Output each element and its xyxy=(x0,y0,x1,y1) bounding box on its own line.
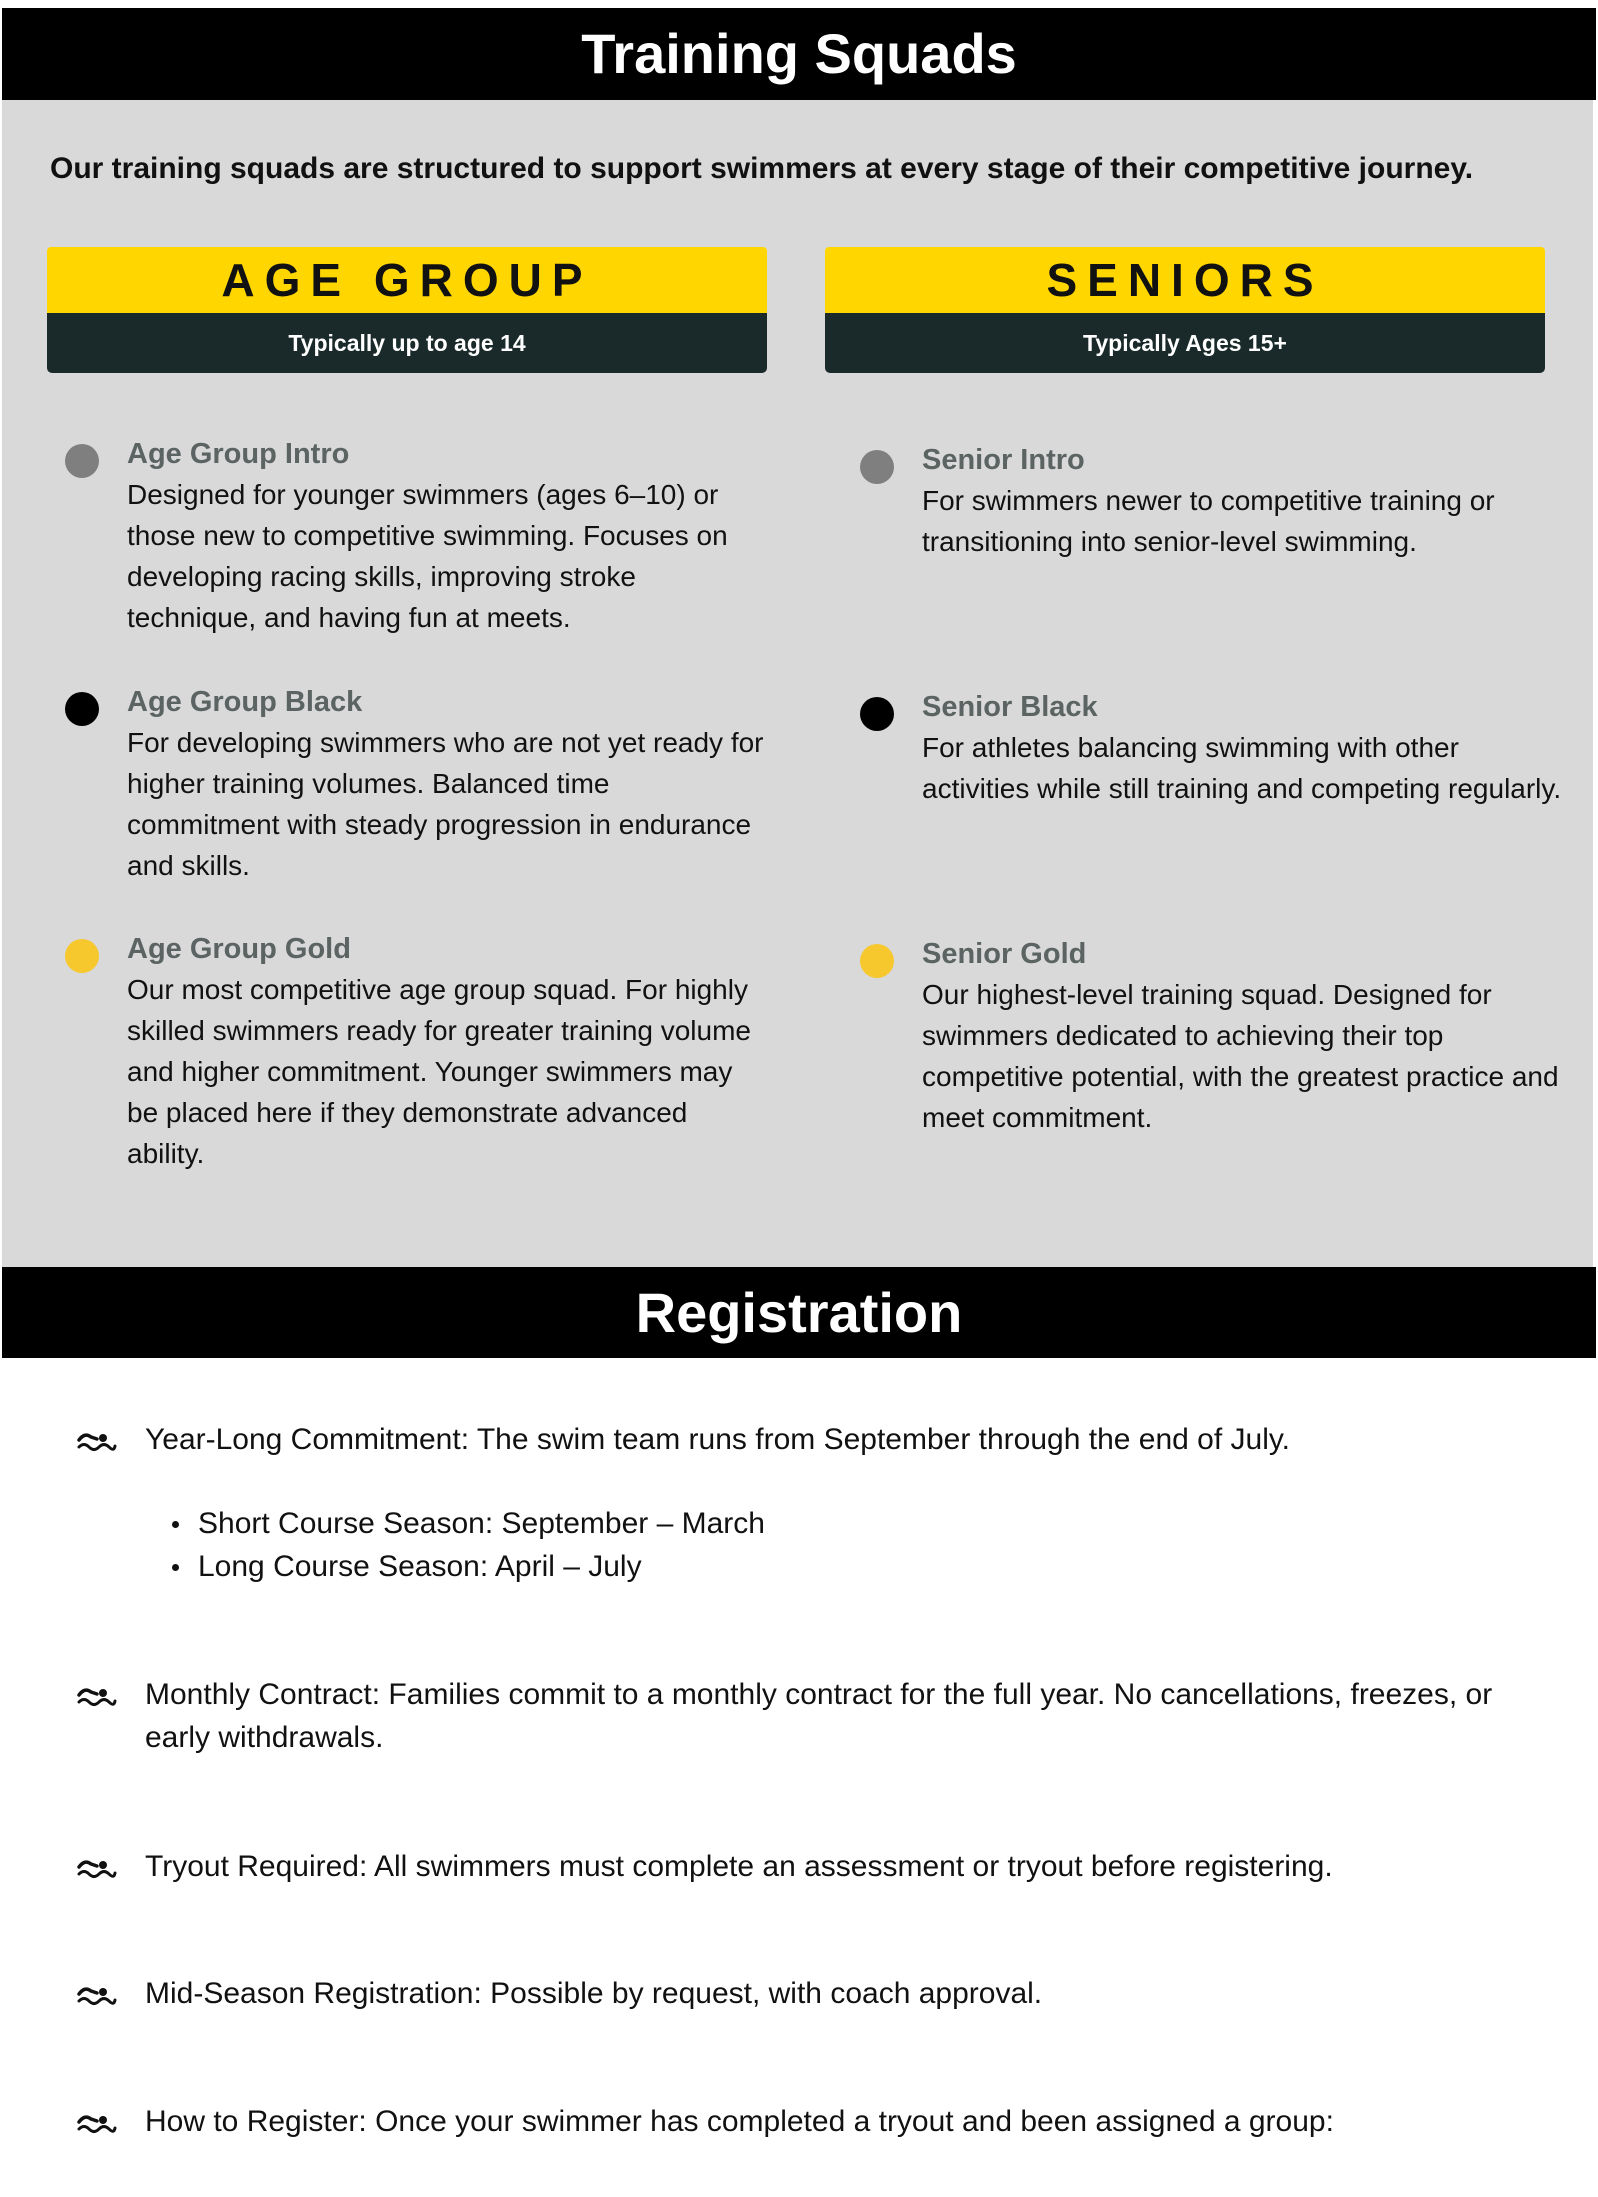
squad-age-group-intro xyxy=(127,434,767,638)
squad-dot-icon xyxy=(65,444,99,478)
squad-name: Age Group Intro xyxy=(127,438,350,470)
registration-item: Tryout Required: All swimmers must complete an assessment or tryout before registering. xyxy=(145,1850,1333,1883)
squad-description: For developing swimmers who are not yet ready for higher training volumes. Balanced time commitment with steady progression in endurance and skills. xyxy=(127,727,764,881)
registration-item: Monthly Contract: Families commit to a monthly contract for the full year. No cancellations, freezes, or early withdrawals. xyxy=(145,1678,1493,1754)
squad-dot-icon xyxy=(860,697,894,731)
squad-description: For swimmers newer to competitive training or transitioning into senior-level swimming. xyxy=(922,485,1495,557)
swimmer-icon xyxy=(77,1683,117,1707)
squad-name: Senior Gold xyxy=(922,938,1087,970)
squad-name: Senior Black xyxy=(922,691,1098,723)
season-list xyxy=(172,1502,765,1588)
swimmer-icon xyxy=(77,1428,117,1452)
age-group-subheading: Typically up to age 14 xyxy=(47,313,767,373)
squad-age-group-gold xyxy=(127,929,767,1174)
registration-title: Registration xyxy=(2,1267,1596,1358)
age-group-heading: AGE GROUP xyxy=(47,247,767,313)
squad-description: Our most competitive age group squad. For highly skilled swimmers ready for greater training volume and higher commitment. Younger swimmers may be placed here if they demonstrate advanced ability. xyxy=(127,974,751,1169)
age-group-header xyxy=(47,247,767,373)
squad-description: For athletes balancing swimming with other activities while still training and competing regularly. xyxy=(922,732,1562,804)
seniors-heading: SENIORS xyxy=(825,247,1545,313)
squad-dot-icon xyxy=(65,939,99,973)
training-squads-title: Training Squads xyxy=(2,8,1596,100)
swimmer-icon xyxy=(77,2110,117,2134)
season-list-item: Long Course Season: April – July xyxy=(172,1545,765,1588)
squad-name: Senior Intro xyxy=(922,444,1085,476)
swimmer-icon xyxy=(77,1855,117,1879)
squad-dot-icon xyxy=(860,450,894,484)
squad-senior-black xyxy=(922,687,1562,809)
seniors-header xyxy=(825,247,1545,373)
registration-item: How to Register: Once your swimmer has completed a tryout and been assigned a group: xyxy=(145,2105,1334,2138)
squad-dot-icon xyxy=(65,692,99,726)
swimmer-icon xyxy=(77,1982,117,2006)
seniors-subheading: Typically Ages 15+ xyxy=(825,313,1545,373)
squad-name: Age Group Gold xyxy=(127,933,351,965)
squad-description: Designed for younger swimmers (ages 6–10) or those new to competitive swimming. Focuses on developing racing skills, improving stroke technique, and having fun at meets. xyxy=(127,479,728,633)
registration-item: Mid-Season Registration: Possible by request, with coach approval. xyxy=(145,1977,1043,2010)
squad-senior-gold xyxy=(922,934,1562,1138)
season-list-item: Short Course Season: September – March xyxy=(172,1502,765,1545)
squad-age-group-black xyxy=(127,682,767,886)
squad-description: Our highest-level training squad. Designed for swimmers dedicated to achieving their top competitive potential, with the greatest practice and meet commitment. xyxy=(922,979,1559,1133)
squad-name: Age Group Black xyxy=(127,686,363,718)
registration-item: Year-Long Commitment: The swim team runs from September through the end of July. xyxy=(145,1423,1290,1456)
squad-senior-intro xyxy=(922,440,1562,562)
squads-intro: Our training squads are structured to support swimmers at every stage of their competitive journey. xyxy=(50,152,1474,185)
squad-dot-icon xyxy=(860,944,894,978)
